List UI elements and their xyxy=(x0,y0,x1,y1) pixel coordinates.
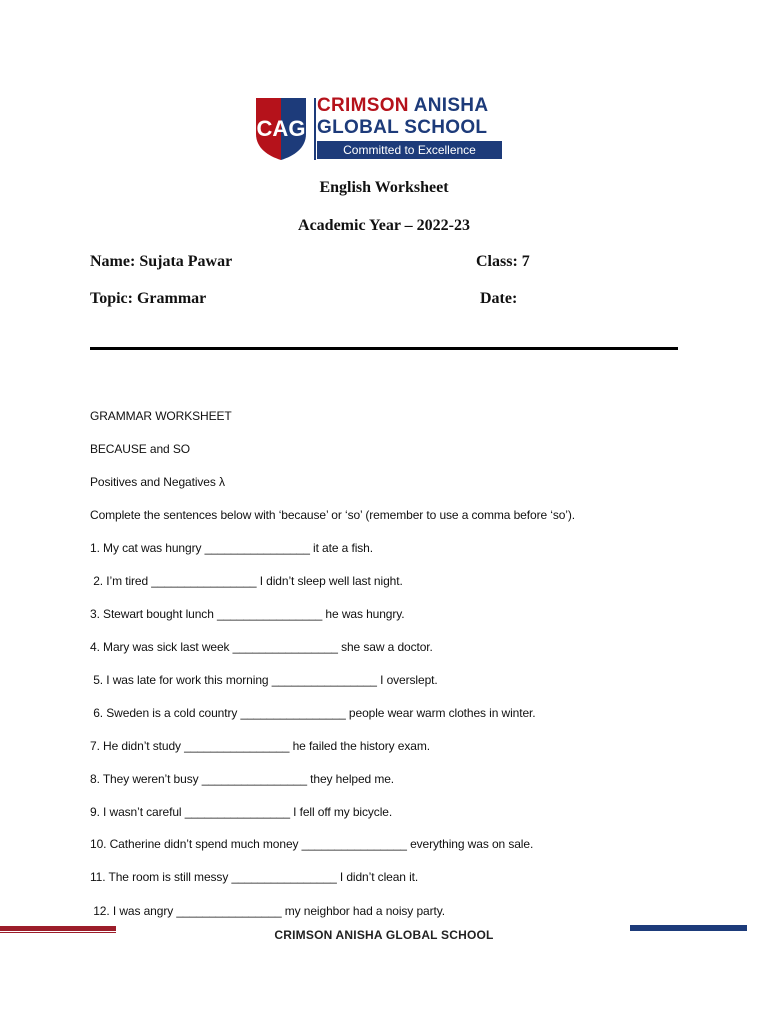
instruction-text: Complete the sentences below with ‘because’ or ‘so’ (remember to use a comma before ‘so’). xyxy=(90,508,576,522)
exercise-item-10: 10. Catherine didn’t spend much money ________________ everything was on sale. xyxy=(90,837,534,851)
exercise-item-11: 11. The room is still messy ________________ I didn’t clean it. xyxy=(90,870,419,884)
date-field: Date: xyxy=(480,290,518,307)
section-heading-grammar: GRAMMAR WORKSHEET xyxy=(90,409,232,423)
logo-school-name-line1 xyxy=(317,96,488,116)
section-heading-because-so: BECAUSE and SO xyxy=(90,442,190,456)
shield-emblem-icon xyxy=(254,96,308,162)
exercise-item-8: 8. They weren’t busy ________________ they helped me. xyxy=(90,772,395,786)
footer-school-name: CRIMSON ANISHA GLOBAL SCHOOL xyxy=(274,928,494,942)
logo-word-anisha: ANISHA xyxy=(413,95,489,116)
exercise-item-7: 7. He didn’t study ________________ he failed the history exam. xyxy=(90,739,430,753)
topic: Topic: Grammar xyxy=(90,290,207,307)
student-name: Name: Sujata Pawar xyxy=(90,253,233,270)
exercise-item-12: 12. I was angry ________________ my neighbor had a noisy party. xyxy=(90,904,445,918)
logo-word-crimson: CRIMSON xyxy=(317,95,409,116)
exercise-item-5: 5. I was late for work this morning ________________ I overslept. xyxy=(90,673,438,687)
logo-monogram: CAG xyxy=(256,116,306,141)
student-class: Class: 7 xyxy=(476,253,530,270)
logo-tagline: Committed to Excellence xyxy=(317,141,502,159)
exercise-item-1: 1. My cat was hungry ________________ it ate a fish. xyxy=(90,541,373,555)
exercise-item-2: 2. I’m tired ________________ I didn’t sleep well last night. xyxy=(90,574,403,588)
academic-year: Academic Year – 2022-23 xyxy=(298,217,470,234)
school-logo xyxy=(254,96,506,162)
logo-school-name-line2: GLOBAL SCHOOL xyxy=(317,117,488,138)
exercise-item-4: 4. Mary was sick last week ________________ she saw a doctor. xyxy=(90,640,433,654)
section-heading-positives-negatives: Positives and Negatives λ xyxy=(90,475,225,489)
worksheet-title: English Worksheet xyxy=(319,179,449,196)
exercise-item-9: 9. I wasn’t careful ________________ I fell off my bicycle. xyxy=(90,805,393,819)
exercise-item-6: 6. Sweden is a cold country ________________ people wear warm clothes in winter. xyxy=(90,706,536,720)
header-divider xyxy=(90,347,678,350)
logo-divider xyxy=(314,98,316,160)
exercise-item-3: 3. Stewart bought lunch ________________ he was hungry. xyxy=(90,607,405,621)
